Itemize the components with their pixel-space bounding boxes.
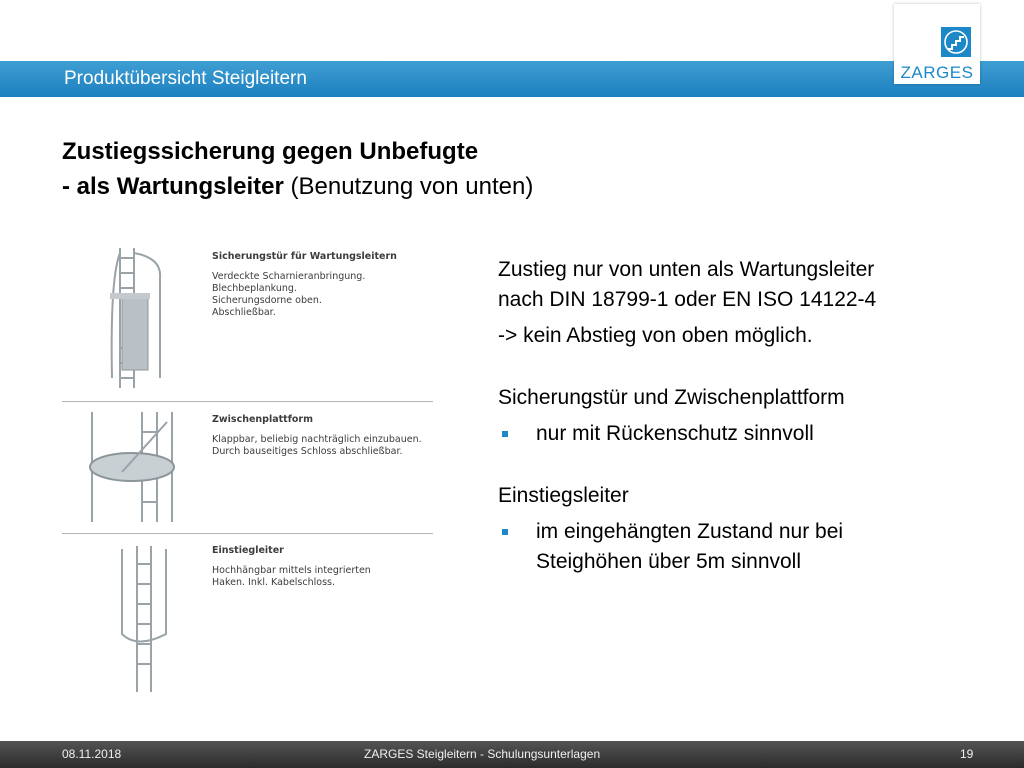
title-line-2-bold: - als Wartungsleiter (62, 173, 284, 200)
panel-1-line: Abschließbar. (212, 307, 276, 318)
panel-3-line: Haken. Inkl. Kabelschloss. (212, 577, 335, 588)
title-line-2-normal: (Benutzung von unten) (283, 173, 534, 200)
platform-image (62, 402, 212, 532)
title-line-1: Zustiegssicherung gegen Unbefugte (62, 138, 479, 165)
section-2-heading: Sicherungstür und Zwischenplattform (498, 386, 845, 409)
bullet-text: nur mit Rückenschutz sinnvoll (536, 422, 814, 445)
panel-2-line: Klappbar, beliebig nachträglich einzubauen. (212, 434, 422, 445)
panel-2-heading: Zwischenplattform (212, 414, 313, 425)
footer-bar (0, 741, 1024, 768)
panel-1-line: Sicherungsdorne oben. (212, 295, 322, 306)
title-line-2 (62, 169, 533, 204)
section-3-heading: Einstiegsleiter (498, 484, 629, 507)
logo-text: ZARGES (900, 63, 974, 82)
content-line: -> kein Abstieg von oben möglich. (498, 324, 813, 347)
panel-2-text (212, 414, 422, 458)
bullet-icon (502, 529, 508, 535)
ladder-door-image (62, 238, 212, 400)
panel-3-heading: Einstiegleiter (212, 545, 284, 556)
content-line: nach DIN 18799-1 oder EN ISO 14122-4 (498, 288, 877, 311)
panel-3-text (212, 545, 371, 589)
section-2-bullet (498, 419, 988, 449)
bullet-text: Steighöhen über 5m sinnvoll (536, 550, 802, 573)
entry-ladder-image (62, 534, 212, 694)
stairs-logo-icon (941, 27, 971, 57)
content-body (498, 255, 988, 577)
header-title: Produktübersicht Steigleitern (64, 68, 307, 89)
content-line: Zustieg nur von unten als Wartungsleiter (498, 258, 875, 281)
panel-1-heading: Sicherungstür für Wartungsleitern (212, 251, 397, 262)
section-3-bullet (498, 517, 988, 577)
bullet-icon (502, 431, 508, 437)
panel-1-line: Blechbeplankung. (212, 283, 297, 294)
bullet-text: im eingehängten Zustand nur bei (536, 520, 844, 543)
panel-3-line: Hochhängbar mittels integrierten (212, 565, 371, 576)
panel-1-text (212, 251, 397, 319)
slide-title (62, 134, 533, 204)
footer-page-number: 19 (960, 747, 974, 761)
panel-1-line: Verdeckte Scharnieranbringung. (212, 271, 366, 282)
footer-date: 08.11.2018 (62, 747, 122, 761)
footer-center: ZARGES Steigleitern - Schulungsunterlagen (364, 747, 601, 761)
panel-2-line: Durch bauseitiges Schloss abschließbar. (212, 446, 403, 457)
